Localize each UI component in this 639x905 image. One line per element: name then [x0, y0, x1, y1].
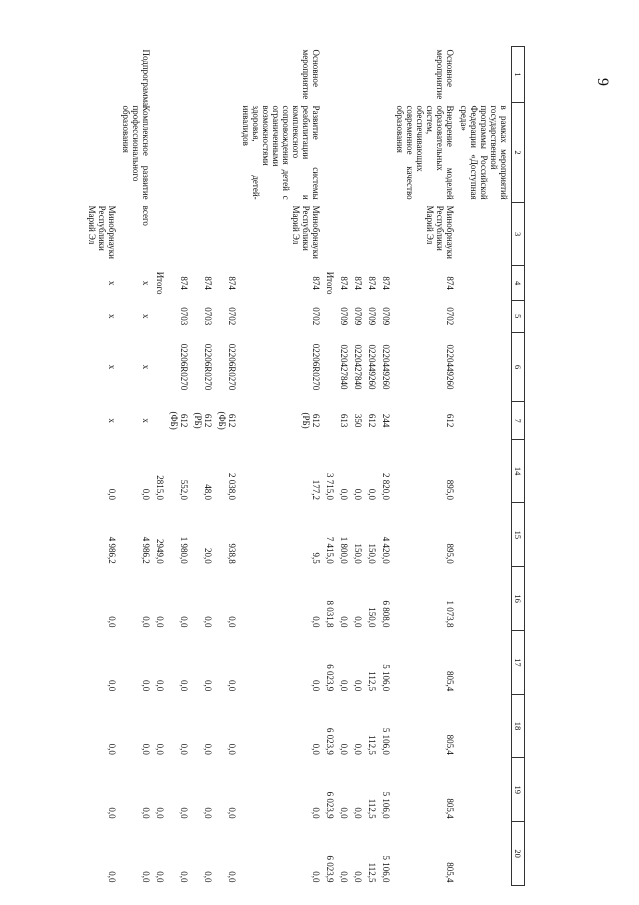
cell-c15: 2949,0 — [155, 538, 165, 564]
table-row — [323, 47, 337, 886]
column-number-row — [512, 47, 525, 886]
cell-c3 — [365, 203, 379, 266]
table-row — [85, 47, 119, 886]
cell-c16: 8 031,8 — [325, 600, 335, 628]
budget-table — [85, 46, 525, 886]
cell-c6: 02206R0270 — [179, 343, 189, 391]
cell-c20: 5 106,0 — [381, 855, 391, 883]
cell-c19: 805,4 — [445, 798, 455, 819]
table-body — [85, 47, 525, 886]
continuation-row — [457, 47, 512, 886]
cell-c6: 0220427840 — [339, 344, 349, 390]
cell — [457, 203, 512, 886]
cell-c14: 2815,0 — [155, 475, 165, 500]
cell-c17: 0,0 — [107, 679, 117, 692]
cell-c18: 0,0 — [141, 743, 151, 755]
cell-c2: Комплексное развитие профессионального образования — [121, 105, 151, 200]
cell-c16: 150,0 — [367, 607, 377, 628]
cell-c5: 0702 — [227, 307, 237, 326]
cell-c19: 0,0 — [203, 807, 213, 819]
cell — [457, 47, 512, 103]
cell-c14: 3 715,0 — [325, 472, 335, 500]
table-row — [239, 47, 323, 886]
cell-c20: 805,4 — [445, 862, 455, 883]
table-row — [365, 47, 379, 886]
cell-c6 — [323, 332, 337, 402]
cell-c15: 1 800,0 — [339, 536, 349, 564]
cell-c1 — [365, 47, 379, 103]
cell-c17: 0,0 — [311, 679, 321, 692]
cell-c4: Итого — [155, 271, 165, 295]
cell-c15: 938,8 — [227, 543, 237, 564]
cell-c6: х — [107, 364, 117, 370]
cell-c7: 612 (РБ) — [301, 412, 321, 429]
table-row — [393, 47, 457, 886]
cell-c15: 150,0 — [353, 543, 363, 564]
cell-c20: 6 023,9 — [325, 855, 335, 883]
cell-c4: 874 — [445, 276, 455, 290]
cell-c1 — [153, 47, 167, 103]
cell-c18: 0,0 — [179, 743, 189, 755]
column-number: 15 — [512, 503, 525, 567]
cell-c19: 6 023,9 — [325, 791, 335, 819]
cell-c6: 0220449260 — [367, 344, 377, 390]
cell-c18: 6 023,9 — [325, 727, 335, 755]
cell-c17: 0,0 — [353, 679, 363, 692]
cell-c19: 0,0 — [107, 807, 117, 819]
cell-c14: 0,0 — [353, 488, 363, 500]
cell-c17: 5 106,0 — [381, 664, 391, 692]
cell-c18: 0,0 — [227, 743, 237, 755]
column-number: 4 — [512, 266, 525, 301]
cell-c3: Минобрнауки Республики Марий Эл — [425, 205, 455, 259]
cell-c1 — [351, 47, 365, 103]
cell-c2 — [215, 102, 239, 202]
cell-c17: 0,0 — [227, 679, 237, 692]
cell-c7: 612 (РБ) — [193, 412, 213, 429]
cell-c18: 0,0 — [339, 743, 349, 755]
cell-c16: 0,0 — [107, 616, 117, 628]
cell-c17: 0,0 — [203, 679, 213, 692]
cell-c3 — [379, 203, 393, 266]
cell-c4: 874 — [203, 276, 213, 290]
cell-c5: х — [141, 314, 151, 319]
table-row — [337, 47, 351, 886]
cell-c4: 874 — [339, 276, 349, 290]
cell-c17: 0,0 — [339, 679, 349, 692]
cell-c7: 350 — [353, 413, 363, 428]
cell-c19: 0,0 — [353, 807, 363, 819]
cell-c4: 874 — [179, 276, 189, 290]
cell-c1 — [323, 47, 337, 103]
cell-c5: 0703 — [203, 307, 213, 326]
column-number: 17 — [512, 630, 525, 694]
cell-c20: 0,0 — [203, 871, 213, 883]
cell-c4: х — [141, 280, 151, 286]
page-number: 9 — [594, 78, 611, 86]
table-row — [351, 47, 365, 886]
cell-c16: 6 808,0 — [381, 600, 391, 628]
cell-c4: 874 — [381, 276, 391, 290]
cell-c14: 0,0 — [367, 488, 377, 500]
cell-c18: 112,5 — [367, 735, 377, 755]
cell-c14: 2 038,0 — [227, 472, 237, 500]
cell-c3: Минобрнауки Республики Марий Эл — [291, 205, 321, 259]
cell-c16: 0,0 — [339, 616, 349, 628]
cell-c17: 0,0 — [155, 679, 165, 692]
cell-c18: 5 106,0 — [381, 727, 391, 755]
cell-c1 — [215, 47, 239, 103]
cell-c20: 0,0 — [311, 871, 321, 883]
cell-c6: 02206R0270 — [311, 343, 321, 391]
cell-c19: 0,0 — [141, 807, 151, 819]
cell-c1: Подпрограмма — [141, 49, 151, 107]
cell-c4: 874 — [353, 276, 363, 290]
column-number: 7 — [512, 402, 525, 439]
cell-c5: 0702 — [445, 307, 455, 326]
cell-c7: 612 — [367, 413, 377, 428]
cell-c15: 4 420,0 — [381, 536, 391, 564]
cell-c19: 0,0 — [339, 807, 349, 819]
cell-c7 — [323, 402, 337, 439]
cell-c7: х — [141, 418, 151, 423]
cell-c18: 0,0 — [311, 743, 321, 755]
cell-c6: х — [141, 364, 151, 370]
cell-c20: 0,0 — [353, 871, 363, 883]
column-number: 18 — [512, 694, 525, 758]
cell-c6: 02206R0270 — [227, 343, 237, 391]
cell-c16: 0,0 — [203, 616, 213, 628]
cell-c14: 552,0 — [179, 479, 189, 500]
cell-c19: 0,0 — [227, 807, 237, 819]
cell-c4: 874 — [311, 276, 321, 290]
cell-c20: 0,0 — [339, 871, 349, 883]
cell-c2 — [379, 102, 393, 202]
cell-c7: 613 — [339, 413, 349, 428]
cell-c18: 0,0 — [353, 743, 363, 755]
cell-c14: 0,0 — [339, 488, 349, 500]
cell-c20: 0,0 — [179, 871, 189, 883]
cell-c1 — [85, 47, 119, 103]
cell-c5: 0709 — [339, 307, 349, 326]
cell-c6: 02206R0270 — [203, 343, 213, 391]
cell-c4: х — [107, 280, 117, 286]
rotated-content — [87, 46, 525, 886]
cell-c17: 0,0 — [141, 679, 151, 692]
cell-c2 — [153, 102, 167, 202]
cell-c1 — [167, 47, 191, 103]
column-number: 5 — [512, 301, 525, 332]
cell-c5: 0709 — [353, 307, 363, 326]
cell-c20: 112,5 — [367, 862, 377, 883]
cell-c2 — [365, 102, 379, 202]
cell-c6 — [153, 332, 167, 402]
cell-c16: 1 073,8 — [445, 600, 455, 628]
cell-c7: 612 (ФБ) — [217, 411, 237, 430]
cell-c18: 0,0 — [155, 743, 165, 755]
cell-c3 — [337, 203, 351, 266]
cell-c14: 0,0 — [107, 488, 117, 500]
cell-c20: 0,0 — [141, 871, 151, 883]
cell-c6: 0220449260 — [381, 344, 391, 390]
cell-c1 — [337, 47, 351, 103]
column-number: 6 — [512, 332, 525, 402]
cell-c3: Минобрнауки Республики Марий Эл — [87, 205, 117, 259]
table-row — [215, 47, 239, 886]
cell-c1 — [379, 47, 393, 103]
cell-c14: 48,0 — [203, 484, 213, 500]
cell-c19: 0,0 — [179, 807, 189, 819]
column-number: 2 — [512, 102, 525, 202]
cell-c19: 112,5 — [367, 798, 377, 819]
cell-c16: 0,0 — [353, 616, 363, 628]
cell-c18: 0,0 — [107, 743, 117, 755]
cell-c17: 805,4 — [445, 670, 455, 692]
cell-c5: 0703 — [179, 307, 189, 326]
cell-c3 — [153, 203, 167, 266]
cell-c17: 112,5 — [367, 671, 377, 692]
cell-c5 — [153, 301, 167, 332]
cell-c5: 0709 — [381, 307, 391, 326]
cell-c2 — [85, 102, 119, 202]
cell-c3: всего — [141, 205, 151, 226]
cell-c7: х — [107, 418, 117, 423]
cell-c15: 7 415,0 — [325, 536, 335, 564]
column-number: 1 — [512, 47, 525, 103]
column-number: 20 — [512, 822, 525, 886]
cell-c3 — [191, 203, 215, 266]
cell-c15: 9,5 — [311, 552, 321, 564]
cell-c2 — [337, 102, 351, 202]
cell-c15: 1 980,0 — [179, 536, 189, 564]
cell-c2: Внедрение моделей образовательных систем, обеспечивающих современное качество образования — [395, 105, 455, 200]
cell-c19: 0,0 — [311, 807, 321, 819]
cell-c17: 0,0 — [179, 679, 189, 692]
cell-c4: 874 — [367, 276, 377, 290]
cell-c6: 0220427840 — [353, 344, 363, 390]
table-row — [153, 47, 167, 886]
cell-c18: 0,0 — [203, 743, 213, 755]
cell-c17: 6 023,9 — [325, 664, 335, 692]
cell-c1: Основное мероприятие — [435, 49, 455, 100]
cell-c16: 0,0 — [311, 616, 321, 628]
table-row — [379, 47, 393, 886]
cell-c14: 895,0 — [445, 479, 455, 500]
cell-c2 — [323, 102, 337, 202]
cell-c3 — [167, 203, 191, 266]
column-number: 16 — [512, 567, 525, 631]
cell-c2 — [191, 102, 215, 202]
cell-c15: 4 986,2 — [141, 536, 151, 564]
cell-c3 — [215, 203, 239, 266]
cell-c3 — [323, 203, 337, 266]
cell-c16: 0,0 — [179, 616, 189, 628]
column-number: 14 — [512, 439, 525, 503]
cell-c2 — [167, 102, 191, 202]
cell-c7 — [153, 402, 167, 439]
cell-c20: 0,0 — [155, 871, 165, 883]
cell-c5 — [323, 301, 337, 332]
cell-c5: 0702 — [311, 307, 321, 326]
cell-c7: 244 — [381, 413, 391, 428]
cell-c16: 0,0 — [227, 616, 237, 628]
cell-c5: х — [107, 314, 117, 319]
cell-c2 — [351, 102, 365, 202]
table-row — [167, 47, 191, 886]
table-row — [191, 47, 215, 886]
cell-c15: 895,0 — [445, 543, 455, 564]
cell-c14: 177,2 — [311, 479, 321, 500]
cell-c1 — [191, 47, 215, 103]
cell-c6: 0220449260 — [445, 344, 455, 390]
cell-c20: 0,0 — [107, 871, 117, 883]
cell-c16: 0,0 — [155, 616, 165, 628]
cell-c16: 0,0 — [141, 616, 151, 628]
column-number: 19 — [512, 758, 525, 822]
cell-c7: 612 (ФБ) — [169, 411, 189, 430]
cell-c20: 0,0 — [227, 871, 237, 883]
cell-c4: 874 — [227, 276, 237, 290]
cell-c19: 0,0 — [155, 807, 165, 819]
table-row — [119, 47, 153, 886]
cell-c7: 612 — [445, 413, 455, 428]
cell-c5: 0709 — [367, 307, 377, 326]
cell-c18: 805,4 — [445, 734, 455, 755]
cell-c4: Итого — [325, 271, 335, 295]
cell-c15: 150,0 — [367, 543, 377, 564]
cell-c14: 2 820,0 — [381, 472, 391, 500]
cell-c2: Развитие системы реабилитации и комплексного сопровождения детей с ограниченными возможностями здоровья, детей-инвалидов — [241, 105, 321, 200]
column-number: 3 — [512, 203, 525, 266]
cell-c3 — [351, 203, 365, 266]
cell-c19: 5 106,0 — [381, 791, 391, 819]
cell-c15: 4 986,2 — [107, 536, 117, 564]
cell-c1: Основное мероприятие — [301, 49, 321, 100]
cell-c15: 20,0 — [203, 547, 213, 564]
continuation-text: в рамках мероприятий государственной программы Российской Федерации «Доступная среда» — [459, 105, 509, 200]
cell-c14: 0,0 — [141, 488, 151, 500]
rotated-sheet — [87, 46, 525, 886]
